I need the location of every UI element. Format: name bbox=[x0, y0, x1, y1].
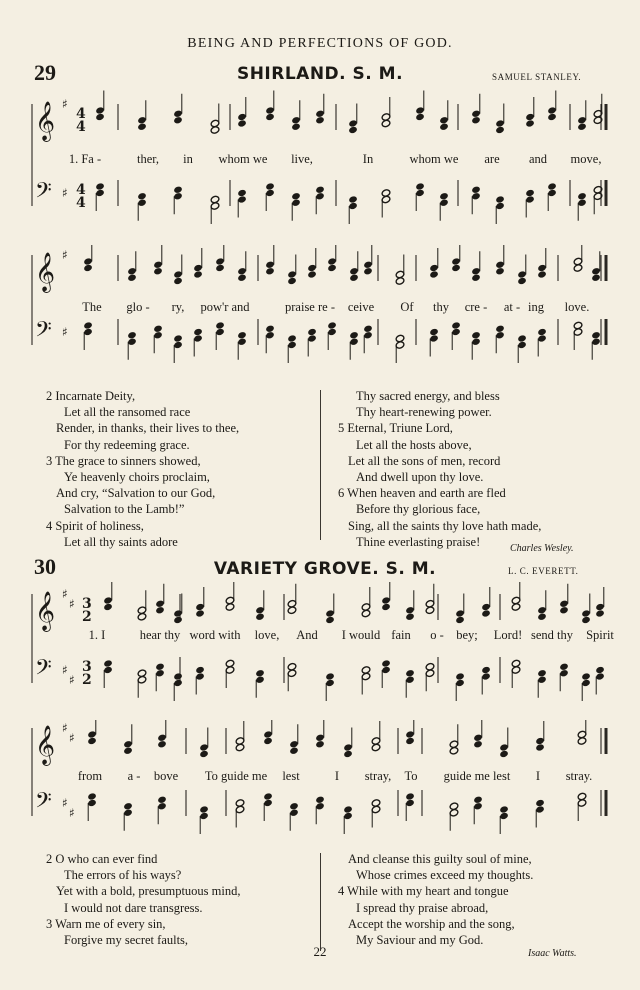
lyric-syllable: o - bbox=[430, 628, 444, 642]
note-head bbox=[173, 277, 183, 285]
note-head bbox=[451, 321, 461, 329]
note-head bbox=[343, 750, 353, 758]
note-head bbox=[439, 123, 449, 131]
note-head bbox=[173, 616, 183, 624]
note-head bbox=[265, 267, 275, 275]
verses-left-hymn-30 bbox=[46, 851, 241, 948]
note-head bbox=[537, 328, 547, 336]
note-head bbox=[471, 274, 481, 282]
note-head bbox=[559, 663, 569, 671]
lyric-syllable: send thy bbox=[530, 628, 574, 642]
bass-clef-icon: 𝄢 bbox=[35, 317, 52, 348]
lyric-syllable: bey; bbox=[456, 628, 478, 642]
note-head bbox=[155, 606, 165, 614]
lyric-syllable: whom we bbox=[218, 152, 268, 166]
note-head bbox=[173, 186, 183, 194]
note-head bbox=[95, 113, 105, 121]
lyric-syllable: The bbox=[82, 300, 102, 314]
lyric-syllable: Lord! bbox=[493, 628, 523, 642]
verse-line: 2 O who can ever find bbox=[46, 852, 158, 866]
lyric-syllable: Spirit bbox=[586, 628, 614, 642]
note-head bbox=[265, 182, 275, 190]
note-head bbox=[265, 325, 275, 333]
note-head bbox=[495, 126, 505, 134]
note-head bbox=[199, 805, 209, 813]
music-system-hymn-30-line-1 bbox=[30, 582, 610, 717]
note-head bbox=[199, 750, 209, 758]
note-head bbox=[455, 672, 465, 680]
note-head bbox=[381, 603, 391, 611]
note-head bbox=[405, 792, 415, 800]
page-number: 22 bbox=[313, 944, 327, 959]
time-signature-denominator: 2 bbox=[82, 672, 92, 688]
lyric-syllable: guide me lest bbox=[443, 769, 511, 783]
note-head bbox=[315, 116, 325, 124]
verses-left-hymn-29 bbox=[46, 388, 239, 550]
lyric-line-hymn-30-line-2 bbox=[30, 769, 610, 787]
note-head bbox=[495, 195, 505, 203]
note-head bbox=[289, 802, 299, 810]
lyric-syllable: I bbox=[535, 769, 541, 783]
lyric-syllable: To bbox=[404, 769, 418, 783]
note-head bbox=[153, 267, 163, 275]
note-head bbox=[263, 792, 273, 800]
lyric-syllable: fain bbox=[391, 628, 411, 642]
time-signature-denominator: 2 bbox=[82, 609, 92, 625]
sharp-icon: ♯ bbox=[62, 186, 68, 200]
verse-line: Sing, all the saints thy love hath made, bbox=[348, 518, 542, 533]
score-staves bbox=[30, 582, 610, 717]
note-head bbox=[363, 267, 373, 275]
note-head bbox=[577, 123, 587, 131]
note-head bbox=[381, 119, 391, 127]
note-head bbox=[481, 609, 491, 617]
time-signature-numerator: 3 bbox=[82, 596, 92, 612]
note-head bbox=[255, 669, 265, 677]
column-divider bbox=[320, 853, 321, 951]
composer-credit: SAMUEL STANLEY. bbox=[492, 72, 582, 82]
note-head bbox=[193, 270, 203, 278]
time-signature-denominator: 4 bbox=[76, 195, 86, 211]
note-head bbox=[537, 669, 547, 677]
note-head bbox=[137, 192, 147, 200]
bass-clef-icon: 𝄢 bbox=[35, 655, 52, 686]
lyric-syllable: praise re - bbox=[285, 300, 335, 314]
note-head bbox=[595, 666, 605, 674]
verse-line: 4 While with my heart and tongue bbox=[338, 884, 509, 899]
note-head bbox=[325, 616, 335, 624]
note-head bbox=[173, 116, 183, 124]
verse-line: Let all the hosts above, bbox=[356, 437, 472, 452]
note-head bbox=[315, 796, 325, 804]
lyric-syllable: in bbox=[183, 152, 193, 166]
note-head bbox=[87, 737, 97, 745]
note-head bbox=[405, 613, 415, 621]
note-head bbox=[517, 334, 527, 342]
verse-line: 4 Spirit of holiness, bbox=[46, 518, 144, 533]
note-head bbox=[255, 613, 265, 621]
lyric-syllable: ther, bbox=[136, 152, 160, 166]
note-head bbox=[291, 192, 301, 200]
verse-line: The errors of his ways? bbox=[64, 868, 182, 883]
verse-line: Thine everlasting praise! bbox=[356, 534, 481, 549]
treble-clef-icon: 𝄞 bbox=[35, 252, 56, 292]
verse-line: Render, in thanks, their lives to thee, bbox=[56, 421, 240, 436]
time-signature-numerator: 3 bbox=[82, 659, 92, 675]
lyric-syllable: ing bbox=[528, 300, 544, 314]
note-head bbox=[449, 747, 459, 755]
note-head bbox=[495, 267, 505, 275]
note-head bbox=[237, 189, 247, 197]
note-head bbox=[210, 126, 220, 134]
time-signature-numerator: 4 bbox=[76, 106, 86, 122]
verse-line: Accept the worship and the song, bbox=[348, 916, 515, 931]
note-head bbox=[405, 737, 415, 745]
note-head bbox=[157, 740, 167, 748]
verse-line: Thy sacred energy, and bless bbox=[356, 389, 500, 403]
lyric-syllable: glo - bbox=[126, 300, 150, 314]
lyric-syllable: stray. bbox=[565, 769, 593, 783]
verse-line: Let all the ransomed race bbox=[64, 405, 191, 420]
verse-line: I spread thy praise abroad, bbox=[356, 900, 489, 915]
lyric-syllable: and bbox=[528, 152, 548, 166]
verse-line: Before thy glorious face, bbox=[356, 502, 481, 517]
verse-line: Ye heavenly choirs proclaim, bbox=[64, 470, 210, 485]
lyric-syllable: thy bbox=[433, 300, 449, 314]
note-head bbox=[173, 334, 183, 342]
note-head bbox=[473, 740, 483, 748]
sharp-icon: ♯ bbox=[69, 597, 75, 611]
lyric-syllable: 1. I bbox=[88, 628, 106, 642]
time-signature-numerator: 4 bbox=[76, 182, 86, 198]
note-head bbox=[315, 740, 325, 748]
time-signature-denominator: 4 bbox=[76, 119, 86, 135]
lyric-syllable: from bbox=[77, 769, 103, 783]
note-head bbox=[307, 270, 317, 278]
note-head bbox=[559, 606, 569, 614]
note-head bbox=[173, 672, 183, 680]
note-head bbox=[473, 796, 483, 804]
verses-right-hymn-30 bbox=[338, 851, 533, 948]
sharp-icon: ♯ bbox=[62, 248, 68, 262]
note-head bbox=[395, 277, 405, 285]
sharp-icon: ♯ bbox=[62, 663, 68, 677]
note-head bbox=[123, 747, 133, 755]
hymn-number: 30 bbox=[34, 554, 56, 579]
note-head bbox=[471, 186, 481, 194]
note-head bbox=[137, 613, 147, 621]
note-head bbox=[511, 603, 521, 611]
note-head bbox=[315, 186, 325, 194]
lyric-line-hymn-30-line-1 bbox=[30, 628, 614, 646]
note-head bbox=[591, 274, 601, 282]
note-head bbox=[581, 616, 591, 624]
lyric-syllable: Of bbox=[400, 300, 414, 314]
verse-line: Thy heart-renewing power. bbox=[356, 405, 492, 420]
note-head bbox=[95, 182, 105, 190]
lyric-syllable: In bbox=[362, 152, 374, 166]
hymn-number: 29 bbox=[34, 60, 56, 85]
note-head bbox=[327, 321, 337, 329]
author-attribution: Isaac Watts. bbox=[528, 948, 577, 959]
treble-clef-icon: 𝄞 bbox=[35, 725, 56, 765]
verse-line: I would not dare transgress. bbox=[64, 900, 203, 915]
note-head bbox=[415, 113, 425, 121]
lyric-syllable: pow'r and bbox=[200, 300, 250, 314]
note-head bbox=[499, 750, 509, 758]
bass-clef-icon: 𝄢 bbox=[35, 788, 52, 819]
note-head bbox=[289, 747, 299, 755]
note-head bbox=[499, 805, 509, 813]
note-head bbox=[215, 321, 225, 329]
sharp-icon: ♯ bbox=[69, 806, 75, 820]
note-head bbox=[425, 606, 435, 614]
verse-line: And dwell upon thy love. bbox=[356, 470, 484, 485]
sharp-icon: ♯ bbox=[62, 721, 68, 735]
note-head bbox=[265, 113, 275, 121]
verse-line: 3 The grace to sinners showed, bbox=[46, 453, 201, 468]
note-head bbox=[537, 613, 547, 621]
note-head bbox=[157, 796, 167, 804]
lyric-syllable: love, bbox=[254, 628, 280, 642]
lyric-syllable: I would bbox=[341, 628, 381, 642]
note-head bbox=[83, 321, 93, 329]
note-head bbox=[325, 672, 335, 680]
lyric-syllable: ry, bbox=[171, 300, 185, 314]
lyric-syllable: To guide me bbox=[204, 769, 268, 783]
lyric-syllable: a - bbox=[127, 769, 141, 783]
sharp-icon: ♯ bbox=[62, 325, 68, 339]
note-head bbox=[103, 659, 113, 667]
note-head bbox=[237, 331, 247, 339]
note-head bbox=[429, 270, 439, 278]
verse-line: My Saviour and my God. bbox=[356, 933, 484, 948]
note-head bbox=[547, 113, 557, 121]
lyric-syllable: love. bbox=[564, 300, 590, 314]
verse-line: Let all the sons of men, record bbox=[348, 453, 501, 468]
note-head bbox=[83, 264, 93, 272]
lyric-syllable: stray, bbox=[364, 769, 392, 783]
sharp-icon: ♯ bbox=[69, 731, 75, 745]
verse-line: 2 Incarnate Deity, bbox=[46, 389, 136, 403]
note-head bbox=[451, 264, 461, 272]
note-head bbox=[193, 328, 203, 336]
note-head bbox=[481, 666, 491, 674]
note-head bbox=[291, 123, 301, 131]
note-head bbox=[195, 666, 205, 674]
note-head bbox=[361, 609, 371, 617]
note-head bbox=[103, 603, 113, 611]
lyric-syllable: I bbox=[334, 769, 340, 783]
composer-credit: L. C. EVERETT. bbox=[508, 566, 579, 576]
note-head bbox=[127, 274, 137, 282]
note-head bbox=[287, 334, 297, 342]
note-head bbox=[153, 325, 163, 333]
lyric-syllable: lest bbox=[282, 769, 300, 783]
note-head bbox=[87, 792, 97, 800]
note-head bbox=[471, 116, 481, 124]
note-head bbox=[405, 669, 415, 677]
note-head bbox=[537, 270, 547, 278]
music-system-hymn-29-line-2 bbox=[30, 245, 610, 395]
note-head bbox=[215, 264, 225, 272]
lyric-syllable: bove bbox=[153, 769, 179, 783]
note-head bbox=[137, 123, 147, 131]
lyric-line-hymn-29-line-1 bbox=[30, 152, 610, 170]
verse-line: Let all thy saints adore bbox=[64, 534, 178, 549]
note-head bbox=[348, 195, 358, 203]
note-head bbox=[517, 277, 527, 285]
note-head bbox=[535, 799, 545, 807]
lyric-line-hymn-29-line-2 bbox=[30, 300, 610, 318]
lyric-syllable: move, bbox=[570, 152, 602, 166]
sharp-icon: ♯ bbox=[69, 673, 75, 687]
verse-line: 5 Eternal, Triune Lord, bbox=[338, 421, 453, 436]
note-head bbox=[235, 743, 245, 751]
note-head bbox=[348, 126, 358, 134]
sharp-icon: ♯ bbox=[62, 587, 68, 601]
note-head bbox=[155, 663, 165, 671]
note-head bbox=[573, 264, 583, 272]
note-head bbox=[577, 737, 587, 745]
note-head bbox=[127, 331, 137, 339]
lyric-syllable: are bbox=[484, 152, 500, 166]
note-head bbox=[287, 277, 297, 285]
note-head bbox=[349, 331, 359, 339]
sharp-icon: ♯ bbox=[62, 796, 68, 810]
verse-line: Whose crimes exceed my thoughts. bbox=[356, 868, 534, 883]
note-head bbox=[525, 119, 535, 127]
tune-title: VARIETY GROVE. S. M. bbox=[213, 559, 437, 579]
lyric-syllable: 1. Fa - bbox=[68, 152, 102, 166]
verse-line: Yet with a bold, presumptuous mind, bbox=[56, 884, 241, 899]
tune-title: SHIRLAND. S. M. bbox=[236, 64, 404, 84]
note-head bbox=[307, 328, 317, 336]
verses-right-hymn-29 bbox=[338, 388, 541, 550]
column-divider bbox=[320, 390, 321, 540]
note-head bbox=[535, 743, 545, 751]
note-head bbox=[547, 182, 557, 190]
note-head bbox=[429, 328, 439, 336]
bass-clef-icon: 𝄢 bbox=[35, 178, 52, 209]
note-head bbox=[343, 805, 353, 813]
note-head bbox=[349, 274, 359, 282]
note-head bbox=[525, 189, 535, 197]
note-head bbox=[371, 743, 381, 751]
note-head bbox=[577, 192, 587, 200]
note-head bbox=[581, 672, 591, 680]
lyric-syllable: at - bbox=[503, 300, 521, 314]
note-head bbox=[471, 331, 481, 339]
verse-line: And cleanse this guilty soul of mine, bbox=[348, 852, 532, 866]
author-attribution: Charles Wesley. bbox=[510, 543, 574, 554]
verse-line: And cry, “Salvation to our God, bbox=[56, 486, 216, 501]
note-head bbox=[455, 616, 465, 624]
note-head bbox=[195, 609, 205, 617]
lyric-syllable: ceive bbox=[347, 300, 375, 314]
note-head bbox=[287, 606, 297, 614]
sharp-icon: ♯ bbox=[62, 97, 68, 111]
verse-line: Forgive my secret faults, bbox=[64, 933, 189, 948]
verse-line: 3 Warn me of every sin, bbox=[46, 916, 166, 931]
note-head bbox=[327, 264, 337, 272]
note-head bbox=[263, 737, 273, 745]
score-staves bbox=[30, 245, 610, 395]
lyric-syllable: live, bbox=[291, 152, 313, 166]
verse-line: 6 When heaven and earth are fled bbox=[338, 486, 506, 501]
verse-line: Salvation to the Lamb!” bbox=[64, 502, 185, 517]
note-head bbox=[123, 802, 133, 810]
note-head bbox=[225, 603, 235, 611]
note-head bbox=[439, 192, 449, 200]
note-head bbox=[495, 325, 505, 333]
running-head: BEING AND PERFECTIONS OF GOD. bbox=[187, 36, 453, 51]
note-head bbox=[595, 609, 605, 617]
note-head bbox=[381, 659, 391, 667]
note-head bbox=[363, 325, 373, 333]
note-head bbox=[591, 331, 601, 339]
lyric-syllable: cre - bbox=[464, 300, 488, 314]
lyric-syllable: And bbox=[296, 628, 318, 642]
verse-line: For thy redeeming grace. bbox=[64, 437, 190, 452]
note-head bbox=[237, 119, 247, 127]
treble-clef-icon: 𝄞 bbox=[35, 101, 56, 141]
lyric-syllable: whom we bbox=[409, 152, 459, 166]
lyric-syllable: word with bbox=[189, 628, 241, 642]
note-head bbox=[415, 182, 425, 190]
lyric-syllable: hear thy bbox=[139, 628, 181, 642]
treble-clef-icon: 𝄞 bbox=[35, 591, 56, 631]
note-head bbox=[237, 274, 247, 282]
